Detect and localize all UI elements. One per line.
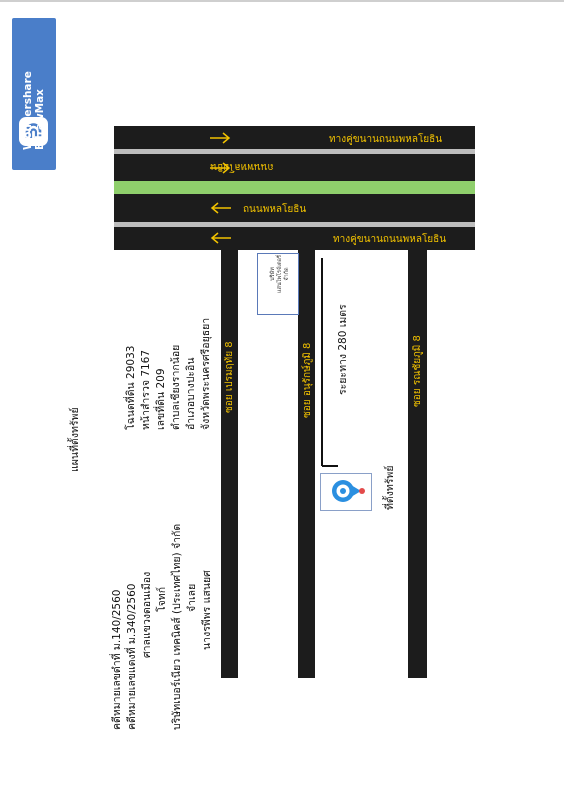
case-line: โจทก์ [156,586,168,612]
distance-text: ระยะทาง 280 เมตร [337,304,349,395]
soi-road-1 [221,250,238,678]
company-label-line3: จำกัด [284,267,290,281]
road-label-frontage-bottom: ทางคู่ขนานถนนพหลโยธิน [333,234,447,245]
soi-road-3 [408,250,427,678]
location-line: โฉนดที่ดิน 29033 [125,345,137,430]
property-label-text: ที่ตั้งทรัพย์ [384,465,396,510]
location-block [124,318,214,430]
case-line: คดีหมายเลขดำที่ ม.140/2560 [111,589,123,730]
soi-road-2 [298,250,315,678]
property-pin-box [320,473,372,511]
road-label-frontage-top: ทางคู่ขนานถนนพหลโยธิน [329,134,443,145]
case-block [110,524,215,730]
case-line: ศาลแขวงดอนเมือง [141,571,153,658]
location-line: เลขที่ดิน 209 [155,368,167,430]
brand-line1: Wondershare [22,71,34,150]
main-road-top [114,154,475,181]
soi-label-3: ซอย รณชัยภูมิ 8 [412,335,423,407]
location-line: หน้าสำรวจ 7167 [140,349,152,430]
property-label [383,465,398,510]
map-title [68,407,83,472]
location-line: ตำบลเชียงรากน้อย [170,344,182,430]
map-title-text: แผนที่ตั้งทรัพย์ [69,407,81,472]
road-separator-2 [114,222,475,227]
road-separator-1 [114,149,475,154]
location-line: จังหวัดพระนครศรีอยุธยา [200,317,212,430]
case-line: บริษัทเบอร์เนียว เทคนิคส์ (ประเทศไทย) จำกัด [171,523,183,730]
case-line: นางรพีพร แสนยศ [201,570,213,650]
location-line: อำเภอบางปะอิน [185,357,197,430]
location-pin-icon [321,474,371,510]
company-label [270,244,291,304]
distance-label [336,304,351,395]
soi-label-2: ซอย อนุรักษ์ภูมิ 8 [302,342,313,418]
company-label-line2: แสนไพโรจ์เตอรี่ [277,255,283,293]
company-box [257,253,299,315]
company-label-line1: บริษัท [270,267,276,281]
road-label-main-bottom: ถนนพหลโยธิน [243,204,307,215]
road-label-main-top: ถนนพหลโยธิน [210,161,274,172]
green-median [114,181,475,194]
brand-line2: EdrawMax [34,89,46,150]
case-line: คดีหมายเลขแดงที่ ม.340/2560 [126,583,138,730]
case-line: จำเลย [186,583,198,612]
soi-label-1: ซอย เปรมฤทัย 8 [224,341,235,413]
